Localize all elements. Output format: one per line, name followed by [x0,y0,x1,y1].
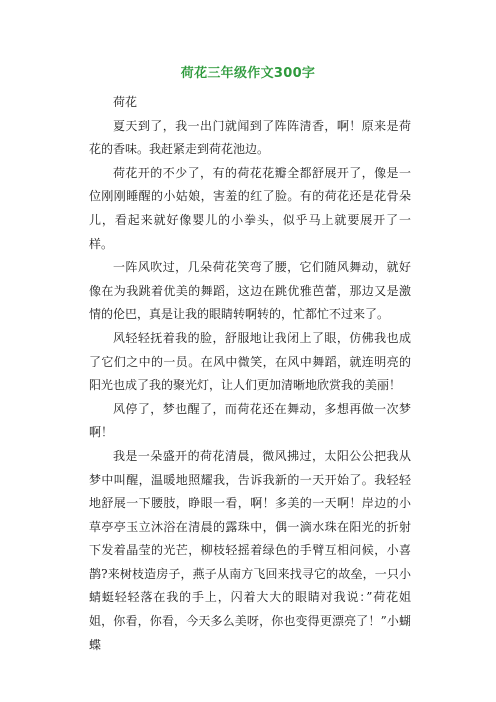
body-paragraph: 风停了，梦也醒了，而荷花还在舞动，多想再做一次梦啊！ [89,401,411,440]
body-paragraph: 夏天到了，我一出门就闻到了阵阵清香，啊！原来是荷花的香味。我赶紧走到荷花池边。 [89,118,411,157]
subtitle-paragraph: 荷花 [113,95,138,109]
body-paragraph: 一阵风吹过，几朵荷花笑弯了腰，它们随风舞动，就好像在为我跳着优美的舞蹈，这边在跳优雅芭蕾，那边又是激情的伦巴，真是让我的眼睛转啊转的，忙都忙不过来了。 [89,260,411,322]
document-body [89,91,411,657]
body-paragraph: 风轻轻抚着我的脸，舒服地让我闭上了眼，仿佛我也成了它们之中的一员。在风中微笑，在风中舞蹈，就连明亮的阳光也成了我的聚光灯，让人们更加清晰地欣赏我的美丽！ [89,330,411,393]
body-paragraph: 荷花开的不少了，有的荷花花瓣全都舒展开了，像是一位刚刚睡醒的小姑娘，害羞的红了脸。有的荷花还是花骨朵儿，看起来就好像婴儿的小拳头，似乎马上就要展开了一样。 [89,165,411,251]
body-paragraph: 我是一朵盛开的荷花清晨，微风拂过，太阳公公把我从梦中叫醒，温暖地照耀我，告诉我新的一天开始了。我轻轻地舒展一下腰肢，睁眼一看，啊！多美的一天啊！岸边的小草亭亭玉立沐浴在清晨的露珠中，偶一滴水珠在阳光的折射下发着晶莹的光芒，柳枝轻摇着绿色的手臂互相问候，小喜鹊?来树枝造房子，燕子从南方飞回来找寻它的故垒，一只小蜻蜓轻轻落在我的手上，闪着大大的眼睛对我说：”荷花姐姐，你看，你看，今天多么美呀，你也变得更漂亮了！”小蝴蝶 [89,448,411,652]
document-title: 荷花三年级作文300字 [180,66,316,81]
